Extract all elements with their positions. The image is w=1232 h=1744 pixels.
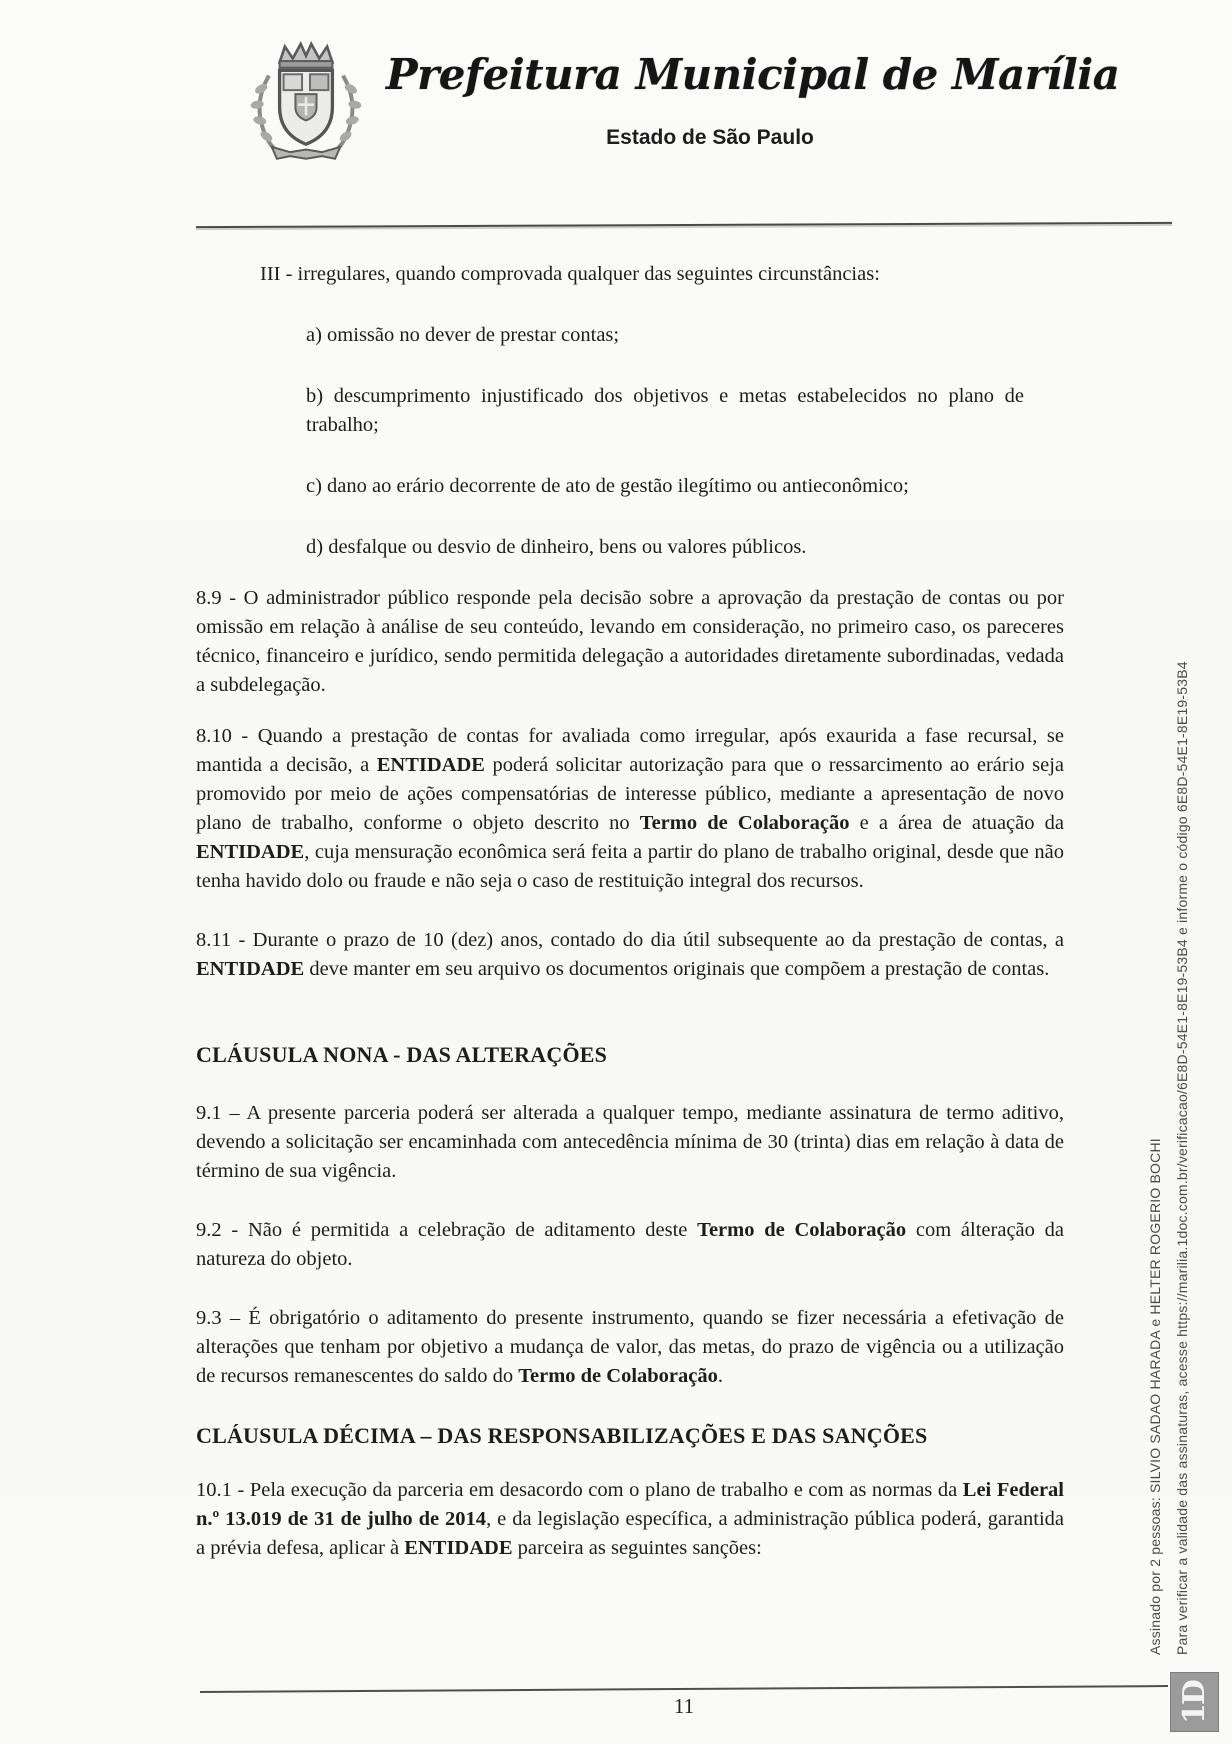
signature-verification-text: Para verificar a validade das assinaturas, acesse https://marilia.1doc.com.br/verificacao/6E8D-54E1-8E19-53B4 e informe o código 6E8D-54E1-8E19-53B4 xyxy=(1174,661,1190,1655)
header-divider xyxy=(196,222,1172,228)
coat-of-arms-logo xyxy=(238,36,374,168)
item-III: III - irregulares, quando comprovada qualquer das seguintes circunstâncias: xyxy=(260,263,880,285)
para-10-1: 10.1 - Pela execução da parceria em desacordo com o plano de trabalho e com as normas da Lei Federal n.º 13.019 de 31 de julho de 2014, e da legislação específica, a administração pública poderá, garantida a prévia defesa, aplicar à ENTIDADE parceira as seguintes sanções: xyxy=(196,1479,1064,1559)
para-8-10: 8.10 - Quando a prestação de contas for avaliada como irregular, após exaurida a fase recursal, se mantida a decisão, a ENTIDADE poderá solicitar autorização para que o ressarcimento ao erário seja promovido por meio de ações compensatórias de interesse público, mediante a apresentação de novo plano de trabalho, conforme o objeto descrito no Termo de Colaboração e a área de atuação da ENTIDADE, cuja mensuração econômica será feita a partir do plano de trabalho original, desde que não tenha havido dolo ou fraude e não seja o caso de restituição integral dos recursos. xyxy=(196,725,1064,892)
onedoc-logo xyxy=(1170,1672,1219,1732)
page-subtitle: Estado de São Paulo xyxy=(606,126,814,149)
para-9-1: 9.1 – A presente parceria poderá ser alterada a qualquer tempo, mediante assinatura de termo aditivo, devendo a solicitação ser encaminhada com antecedência mínima de 30 (trinta) dias em relação à data de término de sua vigência. xyxy=(196,1102,1064,1182)
para-8-11: 8.11 - Durante o prazo de 10 (dez) anos, contado do dia útil subsequente ao da prestação de contas, a ENTIDADE deve manter em seu arquivo os documentos originais que compõem a prestação de contas. xyxy=(196,929,1064,980)
item-c: c) dano ao erário decorrente de ato de gestão ilegítimo ou antieconômico; xyxy=(306,475,909,497)
para-8-9: 8.9 - O administrador público responde pela decisão sobre a aprovação da prestação de contas ou por omissão em relação à análise de seu conteúdo, levando em consideração, no primeiro caso, os pareceres técnico, financeiro e jurídico, sendo permitida delegação a autoridades diretamente subordinadas, vedada a subdelegação. xyxy=(196,587,1064,696)
page-title: Prefeitura Municipal de Marília xyxy=(386,50,1120,99)
item-a: a) omissão no dever de prestar contas; xyxy=(306,324,620,346)
footer-divider xyxy=(200,1685,1168,1693)
para-9-3: 9.3 – É obrigatório o aditamento do presente instrumento, quando se fizer necessária a efetivação de alterações que tenham por objetivo a mudança de valor, das metas, do prazo de vigência ou a utilização de recursos remanescentes do saldo do Termo de Colaboração. xyxy=(196,1307,1064,1387)
document-body xyxy=(196,244,1064,1563)
heading-clausula-nona: CLÁUSULA NONA - DAS ALTERAÇÕES xyxy=(196,1042,608,1067)
item-d: d) desfalque ou desvio de dinheiro, bens ou valores públicos. xyxy=(306,536,807,558)
heading-clausula-decima: CLÁUSULA DÉCIMA – DAS RESPONSABILIZAÇÕES E DAS SANÇÕES xyxy=(196,1423,928,1448)
para-9-2: 9.2 - Não é permitida a celebração de aditamento deste Termo de Colaboração com álteração da natureza do objeto. xyxy=(196,1219,1065,1270)
signature-info-text: Assinado por 2 pessoas: SILVIO SADAO HARADA e HELTER ROGERIO BOCHI xyxy=(1147,1138,1163,1655)
onedoc-logo-monogram: 1D xyxy=(1176,1680,1212,1724)
item-b: b) descumprimento injustificado dos objetivos e metas estabelecidos no plano de trabalho; xyxy=(306,385,1024,436)
page-number: 11 xyxy=(673,1694,695,1718)
